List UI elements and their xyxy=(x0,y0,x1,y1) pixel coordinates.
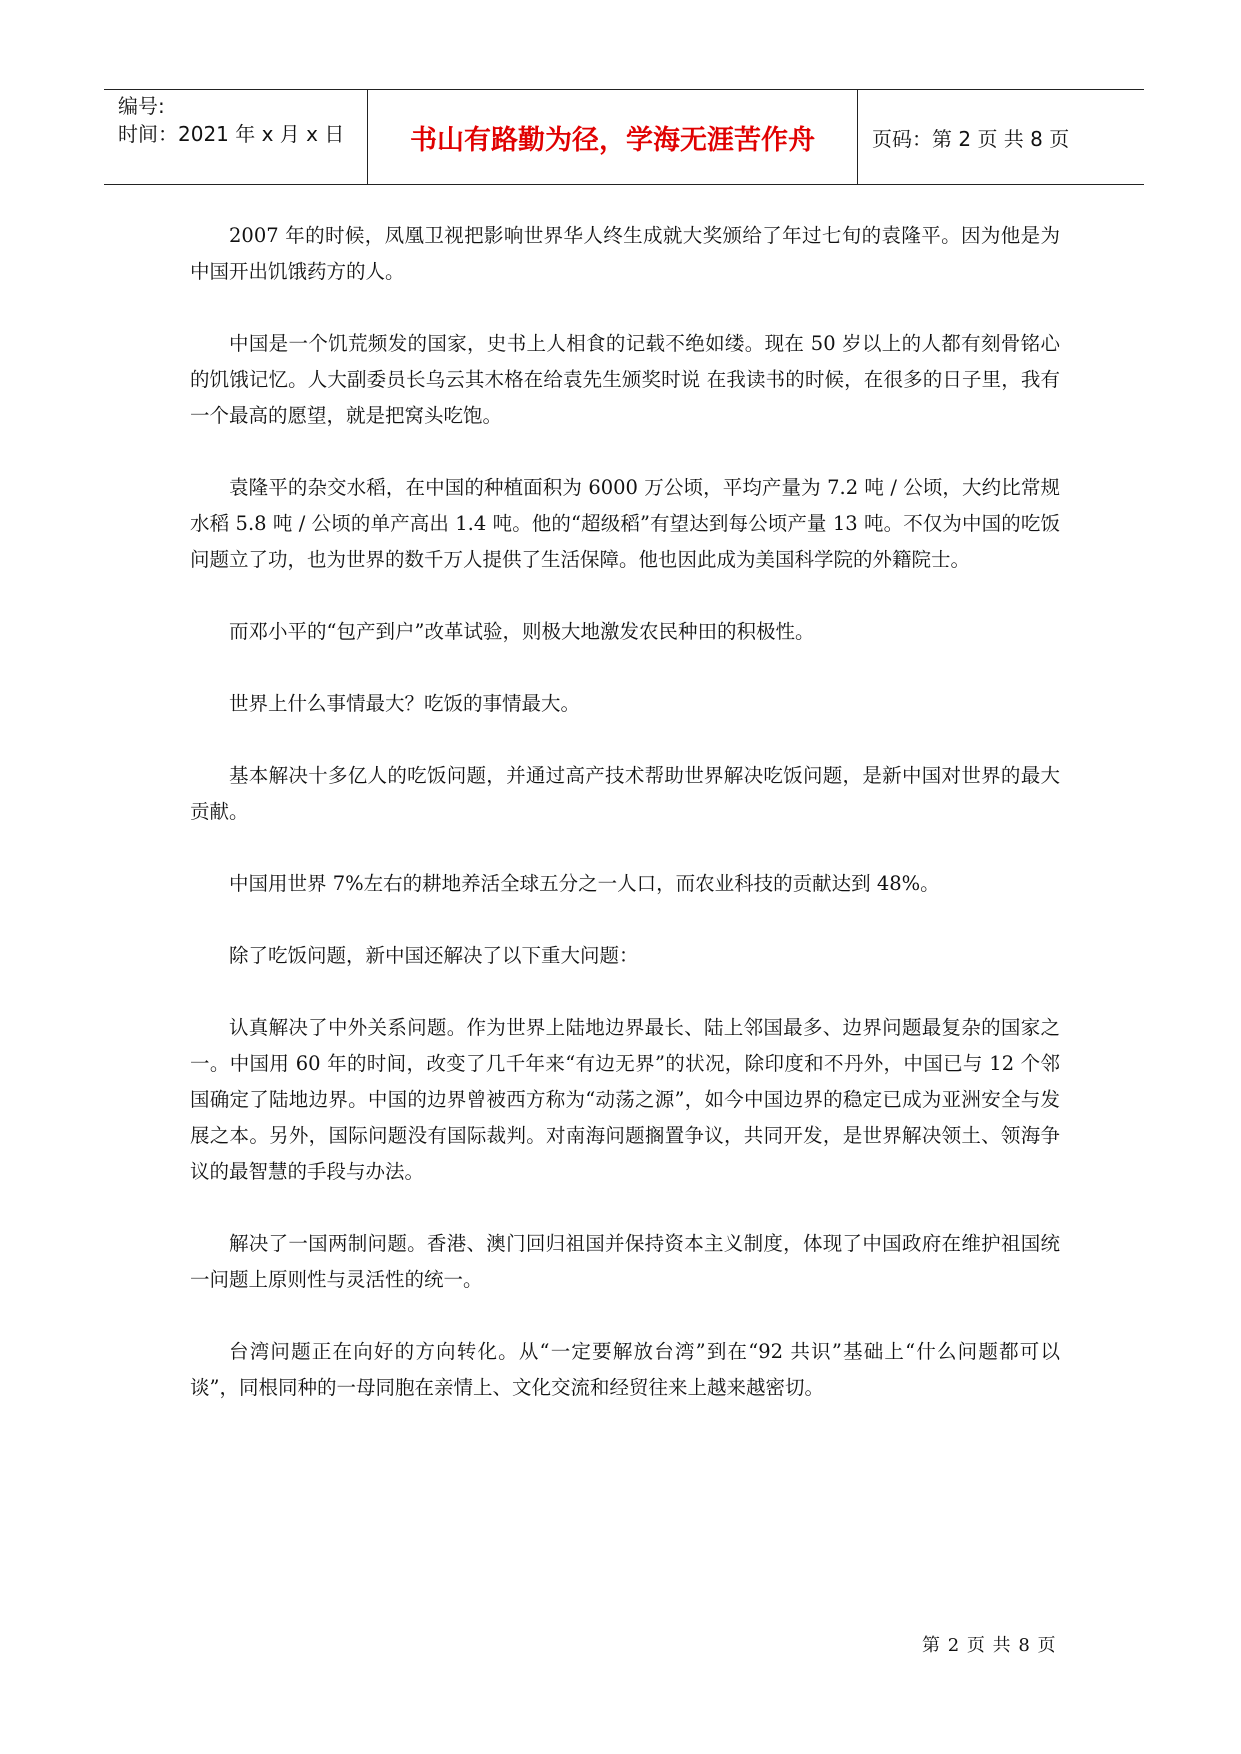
header-page-cell xyxy=(858,90,1144,184)
paragraph: 除了吃饭问题，新中国还解决了以下重大问题： xyxy=(229,944,639,967)
paragraph: 中国是一个饥荒频发的国家，史书上人相食的记载不绝如缕。现在 50 岁以上的人都有刻骨铭心的饥饿记忆。人大副委员长乌云其木格在给袁先生颁奖时说 在我读书的时候，在很多的日子里，我有一个最高的愿望，就是把窝头吃饱。 xyxy=(190,332,1060,427)
paragraph: 认真解决了中外关系问题。作为世界上陆地边界最长、陆上邻国最多、边界问题最复杂的国家之一。中国用 60 年的时间，改变了几千年来“有边无界”的状况，除印度和不丹外，中国已与 12 个邻国确定了陆地边界。中国的边界曾被西方称为“动荡之源”，如今中国边界的稳定已成为亚洲安全与发展之本。另外，国际问题没有国际裁判。对南海问题搁置争议，共同开发，是世界解决领土、领海争议的最智慧的手段与办法。 xyxy=(190,1016,1060,1183)
page-number-label: 页码：第 2 页 共 8 页 xyxy=(872,126,1070,151)
paragraph: 台湾问题正在向好的方向转化。从“一定要解放台湾”到在“92 共识”基础上“什么问题都可以谈”，同根同种的一母同胞在亲情上、文化交流和经贸往来上越来越密切。 xyxy=(190,1340,1060,1399)
document-header xyxy=(104,89,1144,185)
page-footer: 第 2 页 共 8 页 xyxy=(922,1635,1057,1656)
paragraph: 袁隆平的杂交水稻，在中国的种植面积为 6000 万公顷，平均产量为 7.2 吨 / 公顷，大约比常规水稻 5.8 吨 / 公顷的单产高出 1.4 吨。他的“超级稻”有望达到每公顷产量 13 吨。不仅为中国的吃饭问题立了功，也为世界的数千万人提供了生活保障。他也因此成为美国科学院的外籍院士。 xyxy=(190,476,1060,571)
serial-number-label: 编号: xyxy=(118,94,165,118)
paragraph: 基本解决十多亿人的吃饭问题，并通过高产技术帮助世界解决吃饭问题，是新中国对世界的最大贡献。 xyxy=(190,764,1060,823)
paragraph: 解决了一国两制问题。香港、澳门回归祖国并保持资本主义制度，体现了中国政府在维护祖国统一问题上原则性与灵活性的统一。 xyxy=(190,1232,1060,1291)
header-motto-cell xyxy=(368,90,858,184)
paragraph: 世界上什么事情最大？吃饭的事情最大。 xyxy=(229,692,581,715)
paragraph: 中国用世界 7%左右的耕地养活全球五分之一人口，而农业科技的贡献达到 48%。 xyxy=(229,872,940,895)
document-body xyxy=(190,218,1060,1442)
motto-text: 书山有路勤为径，学海无涯苦作舟 xyxy=(410,124,815,156)
paragraph: 而邓小平的“包产到户”改革试验，则极大地激发农民种田的积极性。 xyxy=(229,620,815,643)
paragraph: 2007 年的时候，凤凰卫视把影响世界华人终生成就大奖颁给了年过七旬的袁隆平。因为他是为中国开出饥饿药方的人。 xyxy=(190,224,1060,283)
time-label: 时间：2021 年 x 月 x 日 xyxy=(118,122,345,146)
header-info-cell xyxy=(104,90,368,184)
